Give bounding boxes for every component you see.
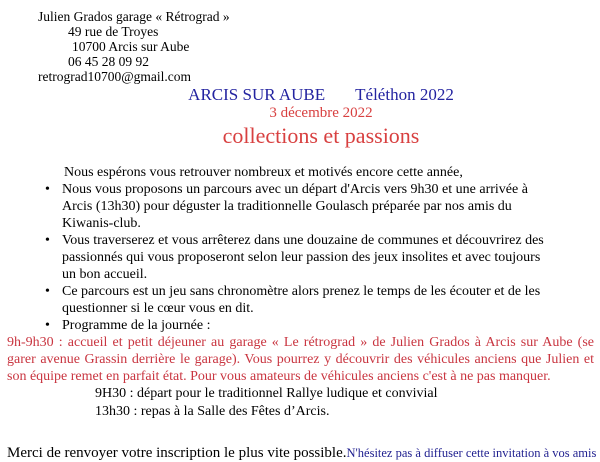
event-name: Téléthon 2022	[355, 85, 454, 104]
bullet-text: Vous traverserez et vous arrêterez dans une douzaine de communes et découvrirez des passionnés qui vous proposeront selon leur passion des jeux insolites et avec toujours un bon accueil.	[62, 233, 544, 282]
bullet-item-programme	[45, 317, 554, 334]
bullet-item-jeu	[45, 283, 554, 317]
schedule-line-depart: 9H30 : départ pour le traditionnel Rallye ludique et convivial	[95, 386, 438, 401]
sender-name: Julien Grados garage « Rétrograd »	[38, 9, 230, 24]
bullet-text: Nous vous proposons un parcours avec un départ d'Arcis vers 9h30 et une arrivée à Arcis (13h30) pour déguster la traditionnelle Goulasch préparée par nos amis du Kiwanis-club.	[62, 182, 528, 231]
closing-note: N'hésitez pas à diffuser cette invitation à vos amis	[346, 446, 597, 460]
bullet-item-parcours	[45, 181, 554, 232]
sender-email: retrograd10700@gmail.com	[38, 69, 192, 84]
bullet-icon: •	[45, 318, 50, 333]
event-subtitle: collections et passions	[222, 123, 420, 148]
program-highlight-paragraph: 9h-9h30 : accueil et petit déjeuner au garage « Le rétrograd » de Julien Grados à Arcis sur Aube (se garer avenue Grassin derrière le garage). Vous pourrez y découvrir des véhicules anciens que Julien et son équipe remet en parfait état. Pour vous amateurs de véhicules anciens c'est à ne pas manquer.	[7, 335, 594, 384]
sender-phone: 06 45 28 09 92	[68, 54, 149, 69]
bullet-icon: •	[45, 233, 50, 248]
schedule-line-repas: 13h30 : repas à la Salle des Fêtes d’Arcis.	[95, 403, 330, 419]
intro-paragraph: Nous espérons vous retrouver nombreux et motivés encore cette année,	[64, 165, 463, 180]
body-text	[0, 164, 600, 420]
sender-city: 10700 Arcis sur Aube	[72, 39, 190, 54]
sender-street: 49 rue de Troyes	[68, 24, 159, 39]
bullet-item-communes	[45, 232, 554, 283]
bullet-text: Ce parcours est un jeu sans chronomètre alors prenez le temps de les écouter et de les questionner si le cœur vous en dit.	[62, 284, 541, 316]
title-line	[42, 85, 600, 104]
heading-block	[0, 85, 600, 148]
page-title: ARCIS SUR AUBE	[188, 85, 326, 104]
bullet-icon: •	[45, 182, 50, 197]
bullet-text: Programme de la journée :	[62, 318, 211, 333]
closing-line	[7, 444, 600, 462]
bullet-icon: •	[45, 284, 50, 299]
sender-block	[0, 0, 600, 84]
event-date: 3 décembre 2022	[269, 105, 373, 121]
closing-request: Merci de renvoyer votre inscription le plus vite possible.	[7, 445, 347, 461]
